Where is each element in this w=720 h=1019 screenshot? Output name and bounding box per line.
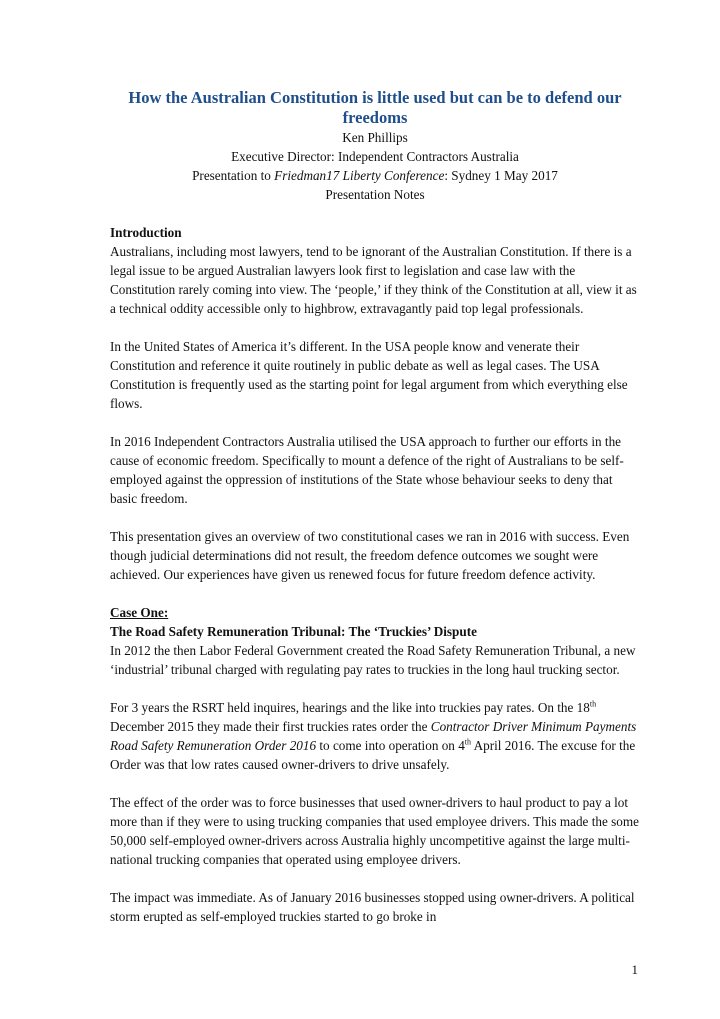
page-number: 1	[631, 962, 638, 977]
case-one-p2-b: December 2015 they made their first truckies rates order the	[110, 719, 431, 734]
conference-name: Friedman17 Liberty Conference	[274, 168, 445, 183]
case-one-p2-c: to come into operation on 4	[316, 738, 465, 753]
case-one-p2-sup2: th	[464, 737, 472, 747]
case-one-p2-sup1: th	[589, 699, 597, 709]
presentation-prefix: Presentation to	[192, 168, 275, 183]
case-one-paragraph-4: The impact was immediate. As of January 2016 businesses stopped using owner-drivers. A political storm erupted as self-employed truckies started to go broke in	[110, 890, 635, 924]
presentation-suffix: : Sydney 1 May 2017	[444, 168, 558, 183]
intro-paragraph-4: This presentation gives an overview of two constitutional cases we ran in 2016 with success. Even though judicial determinations did not result, the freedom defence outcomes we sought were achieved. Our experiences have given us renewed focus for future freedom defence activity.	[110, 529, 630, 582]
intro-paragraph-3: In 2016 Independent Contractors Australia utilised the USA approach to further our efforts in the cause of economic freedom. Specifically to mount a defence of the right of Australians to be self-employed against the oppression of institutions of the State whose behaviour seeks to deny that basic freedom.	[110, 434, 624, 506]
case-one-paragraph-3: The effect of the order was to force businesses that used owner-drivers to haul product to pay a lot more than if they were to using trucking companies that used employee drivers. This made the some 50,000 self-employed owner-drivers across Australia highly uncompetitive against the large multi-national trucking companies that operated using employee drivers.	[110, 795, 639, 867]
case-one-label: Case One:	[110, 605, 169, 620]
case-one-p2-a: For 3 years the RSRT held inquires, hearings and the like into truckies pay rates. On the 18	[110, 700, 590, 715]
presentation-line	[110, 166, 640, 185]
author-name: Ken Phillips	[342, 130, 408, 145]
document-body	[110, 88, 640, 945]
intro-heading: Introduction	[110, 225, 182, 240]
intro-paragraph-1: Australians, including most lawyers, tend to be ignorant of the Australian Constitution. If there is a legal issue to be argued Australian lawyers look first to legislation and case law with the Constitution rarely coming into view. The ‘people,’ if they think of the Constitution at all, view it as a technical oddity accessible only to highbrow, extravagantly paid top legal professionals.	[110, 244, 637, 316]
case-one-p2-d: April 2016. The excuse for the Order was that low rates caused owner-drivers to drive unsafely.	[110, 738, 636, 772]
intro-paragraph-2: In the United States of America it’s different. In the USA people know and venerate their Constitution and reference it quite routinely in public debate as well as legal cases. The USA Constitution is frequently used as the starting point for legal argument from which everything else flows.	[110, 339, 628, 411]
case-one-subtitle: The Road Safety Remuneration Tribunal: The ‘Truckies’ Dispute	[110, 624, 477, 639]
case-one-paragraph-1: In 2012 the then Labor Federal Government created the Road Safety Remuneration Tribunal, a new ‘industrial’ tribunal charged with regulating pay rates to truckies in the long haul trucking sector.	[110, 643, 636, 677]
author-role: Executive Director: Independent Contractors Australia	[231, 149, 519, 164]
case-one-paragraph-2	[110, 698, 640, 774]
notes-label: Presentation Notes	[325, 187, 425, 202]
document-title: How the Australian Constitution is little used but can be to defend our freedoms	[128, 88, 622, 127]
order-name: Contractor Driver Minimum Payments Road Safety Remuneration Order 2016	[110, 719, 637, 753]
